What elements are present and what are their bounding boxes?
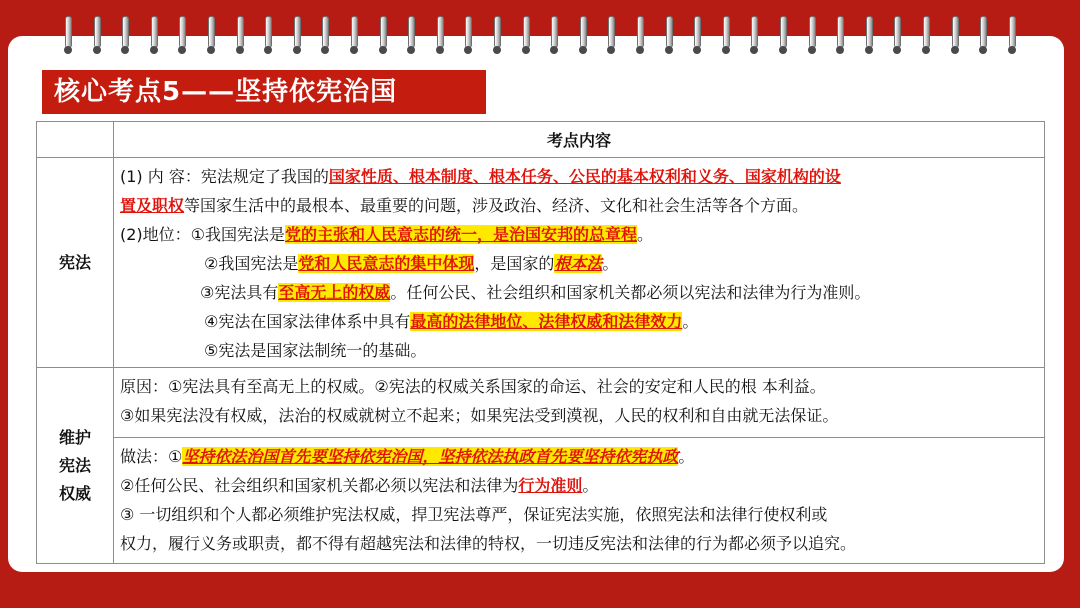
content-table (36, 121, 1045, 564)
highlighted-text: 坚持依法治国首先要坚持依宪治国，坚持依法执政首先要坚持依宪执政 (182, 447, 679, 466)
binder-ring (522, 16, 530, 56)
highlighted-text: 置及职权 (120, 196, 185, 215)
text-segment: (2)地位：①我国宪法是 (120, 225, 286, 244)
binder-ring (893, 16, 901, 56)
binder-ring (579, 16, 587, 56)
row-header-maintain-authority: 维护 宪法 权威 (37, 368, 114, 564)
binder-ring (550, 16, 558, 56)
text-line (120, 500, 1038, 529)
highlighted-text: 党的主张和人民意志的统一，是治国安邦的总章程 (285, 225, 638, 244)
text-segment: 。 (682, 312, 699, 331)
text-segment: 。 (602, 254, 619, 273)
highlighted-text: 根本法 (554, 254, 603, 273)
text-segment: ⑤宪法是国家法制统一的基础。 (204, 341, 427, 360)
binder-ring (808, 16, 816, 56)
text-segment: ③ 一切组织和个人都必须维护宪法权威，捍卫宪法尊严，保证宪法实施，依照宪法和法律行使权利或 (120, 505, 828, 524)
text-segment: ②我国宪法是 (204, 254, 299, 273)
text-segment: ②任何公民、社会组织和国家机关都必须以宪法和法律为 (120, 476, 519, 495)
text-segment: 。任何公民、社会组织和国家机关都必须以宪法和法律为行为准则。 (390, 283, 871, 302)
binder-ring (178, 16, 186, 56)
binder-ring (493, 16, 501, 56)
text-line (120, 471, 1038, 500)
binder-ring (865, 16, 873, 56)
binder-ring (951, 16, 959, 56)
corner-cell (37, 122, 114, 158)
text-line (120, 442, 1038, 471)
text-line (120, 162, 1038, 191)
binder-ring (207, 16, 215, 56)
text-line (120, 307, 1038, 336)
binder-ring (321, 16, 329, 56)
binder-ring (379, 16, 387, 56)
row-header-constitution: 宪法 (37, 158, 114, 368)
text-segment: 。 (678, 447, 695, 466)
text-line (120, 278, 1038, 307)
text-line (120, 249, 1038, 278)
text-line (120, 220, 1038, 249)
binder-ring (93, 16, 101, 56)
binder-ring (836, 16, 844, 56)
binder-ring (407, 16, 415, 56)
measures-content (114, 438, 1045, 564)
binder-ring (750, 16, 758, 56)
highlighted-text: 行为准则 (518, 476, 583, 495)
binder-ring (236, 16, 244, 56)
text-segment: 等国家生活中的最根本、最重要的问题，涉及政治、经济、文化和社会生活等各个方面。 (184, 196, 809, 215)
binder-ring (1008, 16, 1016, 56)
text-line (120, 372, 1038, 401)
text-line (120, 191, 1038, 220)
highlighted-text: 最高的法律地位、法律权威和法律效力 (410, 312, 683, 331)
text-segment: ③宪法具有 (200, 283, 279, 302)
text-segment: ，是国家的 (474, 254, 555, 273)
column-header: 考点内容 (114, 122, 1045, 158)
text-line (120, 529, 1038, 558)
highlighted-text: 国家性质、根本制度、根本任务、公民的基本权利和义务、国家机构的设 (328, 167, 841, 186)
text-segment: 。 (582, 476, 599, 495)
binder-ring (636, 16, 644, 56)
binder-ring (121, 16, 129, 56)
binder-ring (607, 16, 615, 56)
highlighted-text: 至高无上的权威 (278, 283, 391, 302)
table-row (37, 368, 1045, 438)
text-segment: ④宪法在国家法律体系中具有 (204, 312, 411, 331)
binder-ring (464, 16, 472, 56)
binder-ring (779, 16, 787, 56)
page-title (42, 70, 486, 114)
binder-ring (979, 16, 987, 56)
binder-ring (665, 16, 673, 56)
text-segment: 。 (637, 225, 654, 244)
highlighted-text: 党和人民意志的集中体现 (298, 254, 475, 273)
text-line (120, 336, 1038, 365)
constitution-content (114, 158, 1045, 368)
binder-ring (922, 16, 930, 56)
table-row (37, 438, 1045, 564)
binder-ring (693, 16, 701, 56)
header-row (37, 122, 1045, 158)
text-segment: (1) 内 容：宪法规定了我国的 (120, 167, 329, 186)
text-line (120, 401, 1038, 430)
binder-ring (722, 16, 730, 56)
text-segment: 权力，履行义务或职责，都不得有超越宪法和法律的特权，一切违反宪法和法律的行为都必须予以追究。 (120, 534, 857, 553)
binder-ring (293, 16, 301, 56)
binder-ring (64, 16, 72, 56)
text-segment: 做法：① (120, 447, 183, 466)
table-row (37, 158, 1045, 368)
binder-ring (436, 16, 444, 56)
binder-ring (350, 16, 358, 56)
text-segment: 原因：①宪法具有至高无上的权威。②宪法的权威关系国家的命运、社会的安定和人民的根 本利益。 (120, 377, 826, 396)
binder-ring (150, 16, 158, 56)
reasons-content (114, 368, 1045, 438)
binder-ring (264, 16, 272, 56)
binder-rings (0, 16, 1080, 60)
title-text: 核心考点5——坚持依宪治国 (54, 77, 398, 107)
text-segment: ③如果宪法没有权威，法治的权威就树立不起来；如果宪法受到漠视，人民的权利和自由就无法保证。 (120, 406, 839, 425)
